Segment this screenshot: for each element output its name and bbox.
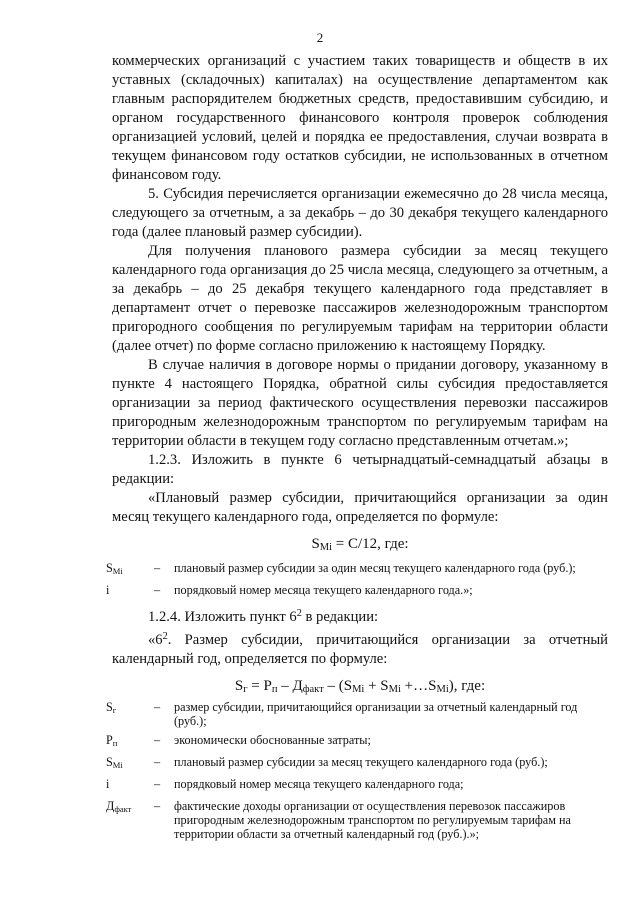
formula-monthly: $S_{Mi} = C/12$, где:	[311, 536, 409, 553]
formula-annual: $S_г = P_п - Д_{факт} - (S_{Mi} + S_{Mi}$ $+\dots S_{Mi}$), где:	[234, 678, 486, 695]
definition-row: $S_{Mi}$ – плановый размер субсидии за месяц текущего календарного года (руб.);	[106, 755, 548, 770]
paragraph-continuation: коммерческих организаций с участием таких товариществ и обществ в их уставных (складочных) капиталах) на осуществление департаментом как главным распорядителем бюджетных средств, предоставившим субсидию, и органом государственного финансового контроля проверок соблюдения организацией условий, целей и порядка ее предоставления, случаи возврата в текущем финансовом году остатков субсидии, не использованных в отчетном финансовом году.	[112, 53, 608, 183]
paragraph-amend-1-2-3: 1.2.3. Изложить в пункте 6 четырнадцатый-семнадцатый абзацы в редакции:	[112, 452, 608, 487]
definition-row: $S_{Mi}$ – плановый размер субсидии за один месяц текущего календарного года (руб.);	[106, 561, 576, 576]
paragraph-item-5: 5. Субсидия перечисляется организации ежемесячно до 28 числа месяца, следующего за отчетным, а за декабрь – до 30 декабря текущего календарного года (далее плановый размер субсидии).	[112, 186, 608, 240]
definition-row: $S_г$ – размер субсидии, причитающийся организации за отчетный календарный год (руб.);	[106, 700, 578, 728]
definition-row: $Д_{факт}$ – фактические доходы организации от осуществления перевозок пассажиров пригородным железнодорожным транспортом по регулируемым тарифам на территории области за отчетный календарный год (руб.).»;	[106, 799, 571, 841]
definition-row: $P_п$ – экономически обоснованные затраты;	[106, 733, 371, 748]
definition-row: i – порядковый номер месяца текущего календарного года;	[106, 777, 464, 791]
paragraph-report: Для получения планового размера субсидии за месяц текущего календарного года организация до 25 числа месяца, следующего за отчетным, а за декабрь – до 25 декабря текущего календарного года представляет в департамент отчет о перевозке пассажиров железнодорожным транспортом пригородного сообщения по регулируемым тарифам на территории области (далее отчет) по форме согласно приложению к настоящему Порядку.	[112, 243, 608, 354]
body-block-1	[112, 52, 608, 565]
paragraph-retroactive: В случае наличия в договоре нормы о придании договору, указанному в пункте 4 настоящего Порядка, обратной силы субсидия предоставляется организации за период фактического осуществления перевозки пассажиров пригородным железнодорожным транспортом по регулируемым тарифам на территории области в текущем году согласно представленным отчетам.»;	[112, 357, 608, 449]
body-block-2	[112, 604, 608, 707]
paragraph-formula-intro: «Плановый размер субсидии, причитающийся организации за один месяц текущего календарного года, определяется по формуле:	[112, 490, 608, 525]
paragraph-annual-intro: «$6^2$. Размер субсидии, причитающийся организации за отчетный календарный год, определяется по формуле:	[112, 631, 608, 667]
definitions-1	[106, 561, 612, 605]
definition-row: i – порядковый номер месяца текущего календарного года.»;	[106, 583, 473, 597]
definitions-2	[106, 700, 612, 846]
page-number: 2	[316, 30, 324, 45]
paragraph-amend-1-2-4: 1.2.4. Изложить пункт $6^2$ в редакции:	[148, 608, 379, 625]
